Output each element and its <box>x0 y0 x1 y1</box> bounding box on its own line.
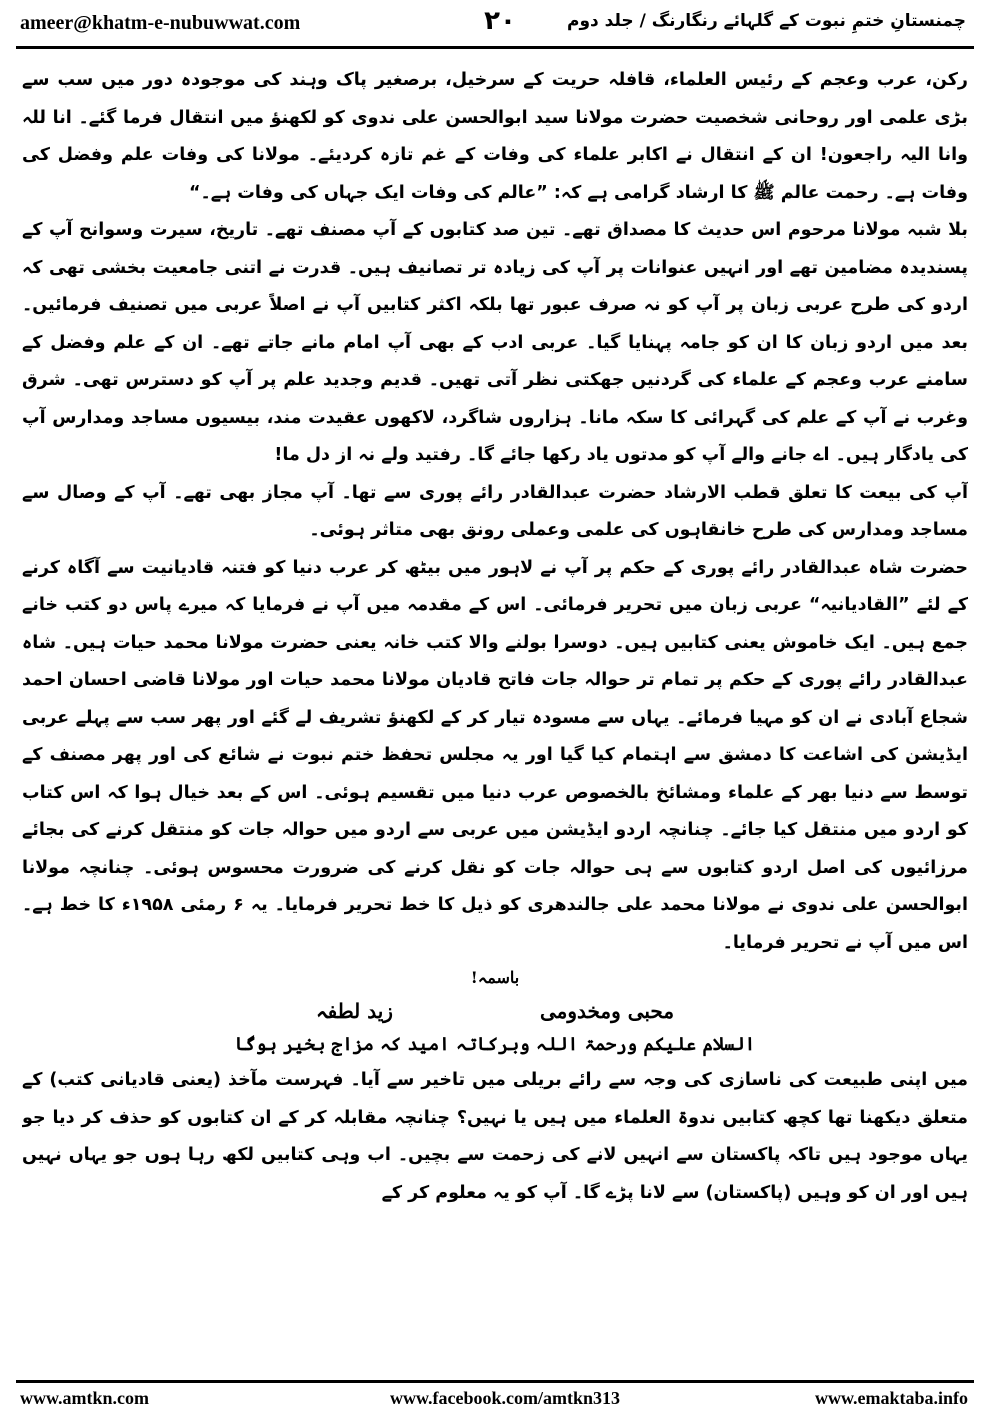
book-title: چمنستانِ ختمِ نبوت کے گلہائے رنگارنگ / جلد دوم <box>566 11 966 31</box>
paragraph: رکن، عرب وعجم کے رئیس العلماء، قافلہ حریت کے سرخیل، برصغیر پاک وہند کی موجودہ دور میں سب سے بڑی علمی اور روحانی شخصیت حضرت مولانا سید ابوالحسن علی ندوی کو لکھنؤ میں انتقال فرما گئے۔ انا للہ وانا الیہ راجعون! ان کے انتقال نے اکابر علماء کی وفات کے غم تازہ کردیئے۔ مولانا کی وفات علم وفضل کی وفات ہے۔ رحمت عالم ﷺ کا ارشاد گرامی ہے کہ: ”عالم کی وفات ایک جہاں کی وفات ہے۔“ <box>22 70 968 203</box>
footer-link-facebook[interactable]: www.facebook.com/amtkn313 <box>390 1388 620 1408</box>
header-rule <box>16 46 974 49</box>
paragraph: آپ کی بیعت کا تعلق قطب الارشاد حضرت عبدالقادر رائے پوری سے تھا۔ آپ مجاز بھی تھے۔ آپ کے وصال سے مساجد ومدارس کی طرح خانقاہوں کی علمی وعملی رونق بھی متاثر ہوئی۔ <box>22 482 968 540</box>
letter-body: میں اپنی طبیعت کی ناسازی کی وجہ سے رائے بریلی میں تاخیر سے آیا۔ فہرست مآخذ (یعنی قادیانی کتب) کے متعلق دیکھنا تھا کچھ کتابیں ندوۃ العلماء میں ہیں یا نہیں؟ چنانچہ مقابلہ کر کے ان کتابوں کو حذف کر دیا جو یہاں موجود ہیں تاکہ پاکستان سے انہیں لانے کی زحمت سے بچیں۔ اب وہی کتابیں لکھ رہا ہوں جو یہاں نہیں ہیں اور ان کو وہیں (پاکستان) سے لانا پڑے گا۔ آپ کو یہ معلوم کر کے <box>22 1070 968 1203</box>
salutation-left: زید لطفہ <box>315 999 393 1023</box>
footer-link-emaktaba[interactable]: www.emaktaba.info <box>814 1388 968 1408</box>
paragraph: حضرت شاہ عبدالقادر رائے پوری کے حکم پر آپ نے لاہور میں بیٹھ کر عرب دنیا کو فتنہ قادیانیت سے آگاہ کرنے کے لئے ”القادیانیہ“ عربی زبان میں تحریر فرمائی۔ اس کے مقدمہ میں آپ نے فرمایا کہ میرے پاس دو کتب خانے جمع ہیں۔ ایک خاموش یعنی کتابیں ہیں۔ دوسرا بولنے والا کتب خانہ یعنی حضرت مولانا محمد حیات ہیں۔ شاہ عبدالقادر رائے پوری کے حکم پر تمام تر حوالہ جات فاتح قادیان مولانا محمد حیات اور مولانا قاضی احسان احمد شجاع آبادی نے ان کو مہیا فرمائے۔ یہاں سے مسودہ تیار کر کے لکھنؤ تشریف لے گئے اور پھر سب سے پہلے عربی ایڈیشن کی اشاعت کا دمشق سے اہتمام کیا گیا اور یہ مجلس تحفظ ختم نبوت نے شائع کی اور پھر مصنف کے توسط سے دنیا بھر کے علماء ومشائخ بالخصوص عرب دنیا میں تقسیم ہوئی۔ اس کے بعد خیال ہوا کہ اس کتاب کو اردو میں منتقل کیا جائے۔ چنانچہ اردو ایڈیشن میں عربی سے اردو میں حوالہ جات کو منتقل کرنے کی بجائے مرزائیوں کی اصل اردو کتابوں سے ہی حوالہ جات کو نقل کرنے کی ضرورت محسوس ہوئی۔ چنانچہ مولانا ابوالحسن علی ندوی نے مولانا محمد علی جالندھری کو ذیل کا خط تحریر فرمایا۔ یہ ۶ رمئی ۱۹۵۸ء کا خط ہے۔ اس میں آپ نے تحریر فرمایا۔ <box>22 557 968 953</box>
letter-greeting: السلام علیکم ورحمۃ اللہ وبرکاتہ امید کہ مزاج بخیر ہوگا <box>234 1034 756 1055</box>
footer-link-amtkn[interactable]: www.amtkn.com <box>20 1388 149 1408</box>
page-number: ۲۰ <box>484 6 516 36</box>
footer-rule <box>16 1380 974 1383</box>
salutation-right: محبی ومخدومی <box>539 999 675 1023</box>
header-email: ameer@khatm-e-nubuwwat.com <box>20 12 301 34</box>
paragraph: بلا شبہ مولانا مرحوم اس حدیث کا مصداق تھے۔ تین صد کتابوں کے آپ مصنف تھے۔ تاریخ، سیرت وسوانح آپ کے پسندیدہ مضامین تھے اور انہیں عنوانات پر آپ کی زیادہ تر تصانیف ہیں۔ قدرت نے اتنی جامعیت بخشی تھی کہ اردو کی طرح عربی زبان پر آپ کو نہ صرف عبور تھا بلکہ اکثر کتابیں آپ نے اصلاً عربی میں تصنیف فرمائیں۔ بعد میں اردو زبان کا ان کو جامہ پہنایا گیا۔ عربی ادب کے بھی آپ امام مانے جاتے تھے۔ ان کے علم وفضل کے سامنے عرب وعجم کے علماء کی گردنیں جھکتی نظر آتی تھیں۔ قدیم وجدید علم پر آپ کو دسترس تھی۔ شرق وغرب نے آپ کے علم کی گہرائی کا سکہ مانا۔ ہزاروں شاگرد، لاکھوں عقیدت مند، بیسیوں مساجد ومدارس آپ کی یادگار ہیں۔ اے جانے والے آپ کو مدتوں یاد رکھا جائے گا۔ رفتید ولے نہ از دل ما! <box>22 220 968 465</box>
letter-bismihi: باسمہ! <box>470 968 520 987</box>
letter-salutation <box>22 994 968 1028</box>
page-body <box>22 62 968 1374</box>
